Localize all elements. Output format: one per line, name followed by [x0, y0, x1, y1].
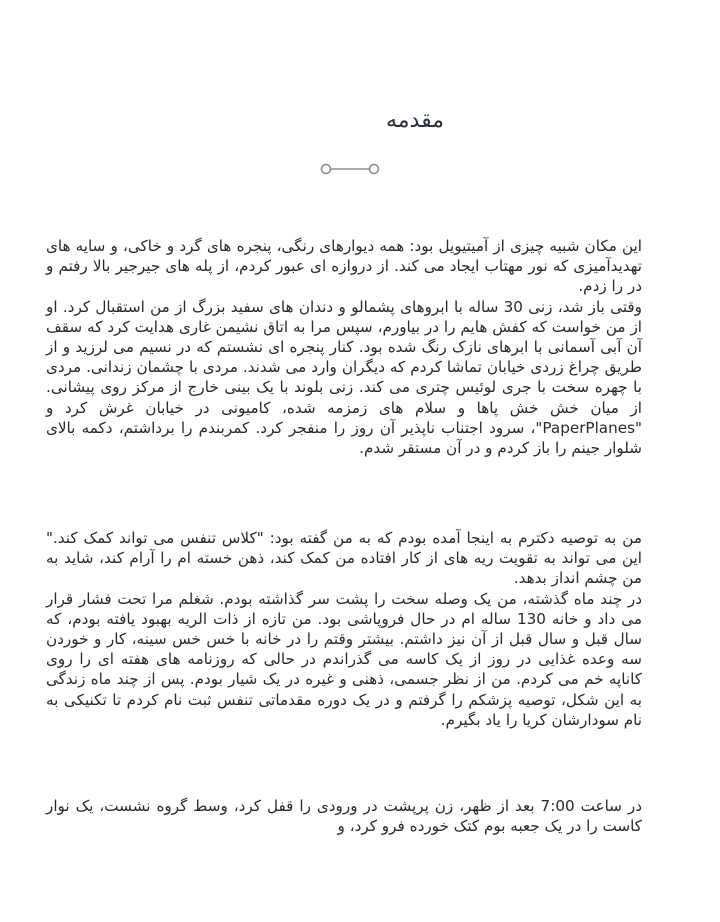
text-block-2 — [46, 528, 642, 730]
chapter-title: مقدمه — [385, 108, 445, 133]
paragraph: من به توصیه دکترم به اینجا آمده بودم که به من گفته بود: "کلاس تنفس می تواند کمک کند." این می تواند به تقویت ریه های از کار افتاده من کمک کند، ذهن خسته ام را آرام کند، شاید به من چشم انداز بدهد. — [46, 529, 642, 588]
paragraph: در ساعت 7:00 بعد از ظهر، زن پرپشت در ورودی را قفل کرد، وسط گروه نشست، یک نوار کاست را در یک جعبه بوم کتک خورده فرو کرد، و — [46, 797, 642, 836]
text-block-1 — [46, 236, 642, 458]
paragraph: در چند ماه گذشته، من یک وصله سخت را پشت سر گذاشته بودم. شغلم مرا تحت فشار قرار می داد و خانه 130 ساله ام در حال فروپاشی بود. من تازه از ذات الریه بهبود یافته بودم، که سال قبل و سال قبل از آن نیز داشتم. بیشتر وقتم را در خانه با خس خس سینه، کار و خوردن سه وعده غذایی در روز از یک کاسه می گذراندم در حالی که روزنامه های هفته ای را روی کاناپه خم می کردم. من از نظر جسمی، ذهنی و غیره در یک شیار بودم. پس از چند ماه زندگی به این شکل، توصیه پزشکم را گرفتم و در یک دوره مقدماتی تنفس ثبت نام کردم تا تکنیکی به نام سودارشان کریا را یاد بگیرم. — [46, 589, 642, 729]
paragraph: این مکان شبیه چیزی از آمیتیویل بود: همه دیوارهای رنگی، پنجره های گرد و خاکی، و سایه های تهدیدآمیزی که نور مهتاب ایجاد می کند. از دروازه ای عبور کردم، از پله های جیرجیر بالا رفتم و در را زدم. — [46, 237, 642, 296]
text-block-3 — [46, 796, 642, 836]
divider-ornament-icon — [318, 160, 382, 178]
paragraph: وقتی باز شد، زنی 30 ساله با ابروهای پشمالو و دندان های سفید بزرگ از من استقبال کرد. او از من خواست که کفش هایم را در بیاورم، سپس مرا به اتاق نشیمن غاری هدایت کرد که سقف آن آبی آسمانی با ابرهای نازک رنگ شده بود. کنار پنجره ای نشستم که در نسیم می لرزید و از طریق چراغ زردی خیابان تماشا کردم که دیگران وارد می شدند. مردی با چشمان زندانی. مردی با چهره سخت با جری لوئیس چتری می کند. زنی بلوند با یک بینی خارج از مرکز روی پیشانی. از میان خش خش پاها و سلام های زمزمه شده، کامیونی در خیابان غرش کرد و "PaperPlanes"، سرود اجتناب ناپذیر آن روز را منفجر کرد. کمربندم را برداشتم، دکمه بالای شلوار جینم را باز کردم و در آن مستقر شدم. — [46, 297, 643, 458]
